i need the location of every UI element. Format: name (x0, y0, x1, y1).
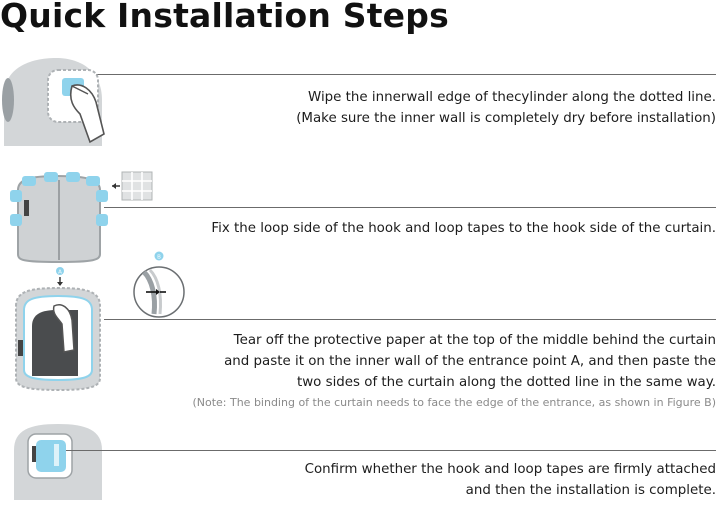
step-3-note: (Note: The binding of the curtain needs to face the edge of the entrance, as shown in Figure B) (192, 396, 716, 409)
step-4-text: Confirm whether the hook and loop tapes are firmly attached and then the installation is complete. (304, 462, 716, 498)
step-4-divider (66, 450, 716, 451)
step-3-entrance-illustration (8, 266, 106, 400)
point-a-label: A (58, 269, 62, 276)
step-1-illustration (0, 56, 112, 150)
step-2-divider (104, 207, 716, 208)
step-2-curtain-illustration (8, 170, 110, 266)
page-title: Quick Installation Steps (0, 0, 449, 35)
step-3-text: Tear off the protective paper at the top of the middle behind the curtain and paste it on the inner wall of the entrance point A, and then paste the two sides of the curtain along the dotted line in the same way. (Note: The binding of the curtain needs to face the edge of the entrance, as shown in Figure B) (192, 330, 716, 412)
step-3-detail-b-illustration (130, 250, 188, 320)
step-3-divider (104, 319, 716, 320)
step-4-complete-illustration (12, 420, 106, 502)
point-b-label: B (157, 254, 161, 261)
step-2-text: Fix the loop side of the hook and loop tapes to the hook side of the curtain. (211, 221, 716, 236)
hook-loop-tape-icon (110, 170, 156, 202)
step-1-text: Wipe the innerwall edge of thecylinder along the dotted line. (Make sure the inner wall is completely dry before installation) (296, 90, 716, 126)
step-1-divider (96, 74, 716, 75)
